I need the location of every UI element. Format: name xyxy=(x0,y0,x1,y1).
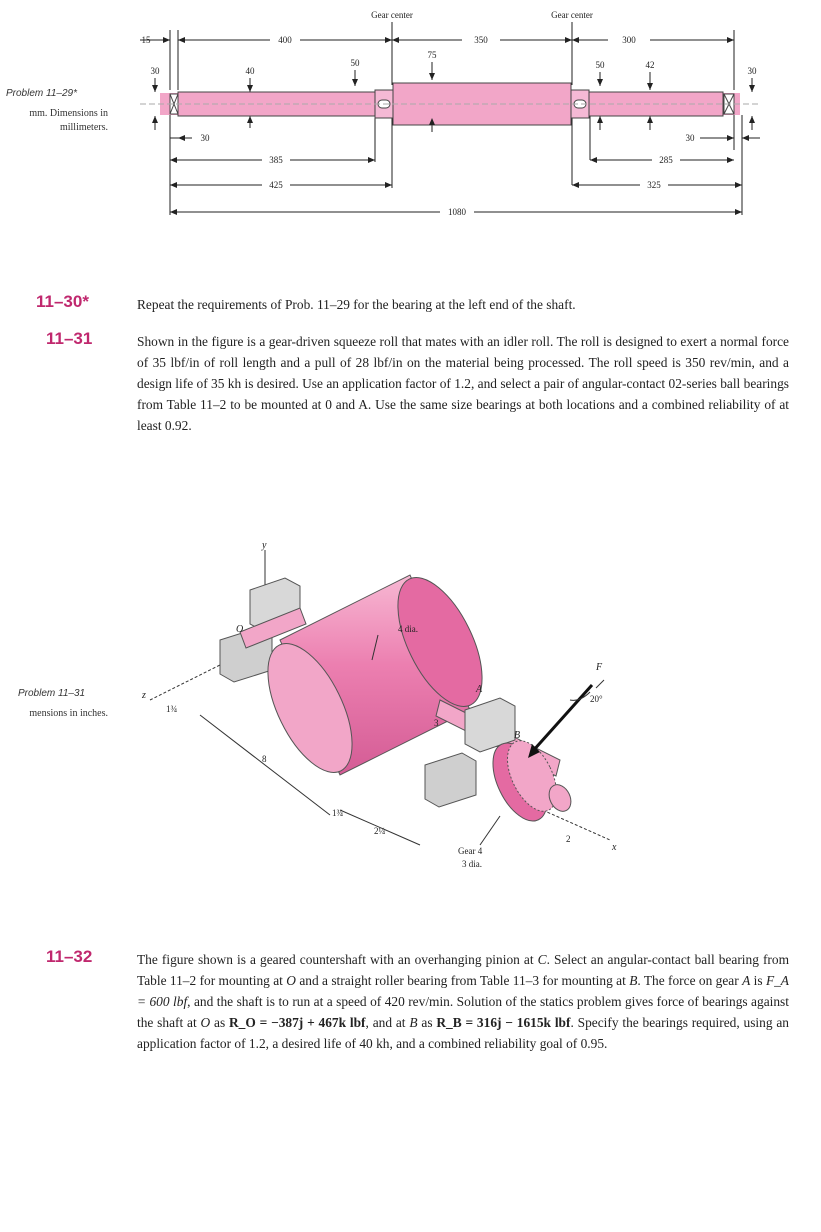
problem-11-31-body: Shown in the figure is a gear-driven squeeze roll that mates with an idler roll. The roll is designed to exert a normal force of 35 lbf/in of roll length and a pull of 28 lbf/in on the material being processed. The roll speed is 350 rev/min, and a design life of 35 kh is desired. Use an application factor of 1.2, and select a pair of angular-contact 02-series ball bearings from Table 11–2 to be mounted at 0 and A. Use the same size bearings at both locations and a combined reliability of at least 0.92. xyxy=(137,334,789,433)
dim-30-right: 30 xyxy=(685,133,695,143)
dim-350: 350 xyxy=(474,35,488,45)
dim-400: 400 xyxy=(278,35,292,45)
force-F-label: F xyxy=(596,662,603,673)
p32-RB: R_B = 316j − 1615k lbf xyxy=(436,1015,571,1030)
squeeze-roll-figure xyxy=(0,520,821,880)
dim-8: 8 xyxy=(262,754,267,764)
point-A-label: A xyxy=(476,684,483,695)
axis-z-label: z xyxy=(142,690,146,701)
p32-text-a: The figure shown is a geared countershaft with an overhanging pinion at xyxy=(137,952,538,967)
dim-285: 285 xyxy=(659,155,673,165)
p32-text-d: . The force on gear xyxy=(637,973,743,988)
dim-2-1-4: 2¼ xyxy=(374,826,386,836)
p32-FA: F_A = 600 lbf xyxy=(137,973,789,1009)
problem-11-31-text xyxy=(137,331,789,436)
force-F-arrow xyxy=(532,685,592,752)
gear-4 xyxy=(482,733,575,829)
axis-x-label: x xyxy=(612,842,617,853)
p32-B: B xyxy=(629,973,638,988)
force-50-left: 50 xyxy=(350,58,360,68)
dim-2: 2 xyxy=(566,834,571,844)
fig1-subcaption-2: millimeters. xyxy=(59,122,108,133)
problem-11-30-body: Repeat the requirements of Prob. 11–29 for the bearing at the left end of the shaft. xyxy=(137,297,576,312)
dim-300: 300 xyxy=(622,35,636,45)
force-75: 75 xyxy=(427,50,437,60)
fig1-subcaption-1: mm. Dimensions in xyxy=(29,108,108,119)
point-O-label: O xyxy=(236,624,244,635)
fig2-caption: Problem 11–31 xyxy=(18,688,86,699)
force-42: 42 xyxy=(645,60,655,70)
force-40: 40 xyxy=(245,66,255,76)
force-30-right: 30 xyxy=(747,66,757,76)
problem-11-31-number: 11–31 xyxy=(46,329,93,348)
p32-C: C xyxy=(537,952,547,967)
problem-11-32-text xyxy=(137,949,789,1054)
roll-diameter-label: 4 dia. xyxy=(398,624,418,634)
p32-O: O xyxy=(286,973,296,988)
p32-text-b: . Select an angular-contact ball bearing from Table 11–2 for mounting at xyxy=(137,952,789,988)
p32-text-f: , and the shaft is to run at a speed of 420 rev/min. Solution of the statics problem gives force of bearings against the shaft at xyxy=(137,994,789,1030)
dim-325: 325 xyxy=(647,180,661,190)
gear-center-left-label: Gear center xyxy=(371,10,413,20)
gear-4-diameter-label: 3 dia. xyxy=(462,859,482,869)
dim-385: 385 xyxy=(269,155,283,165)
force-30-left: 30 xyxy=(150,66,160,76)
p32-text-g: as xyxy=(210,1015,230,1030)
gear-center-right-label: Gear center xyxy=(551,10,593,20)
axis-y-label: y xyxy=(262,540,267,551)
shaft-dimension-figure xyxy=(0,0,821,230)
p32-B2: B xyxy=(409,1015,418,1030)
point-B-label: B xyxy=(514,730,521,741)
dim-425: 425 xyxy=(269,180,283,190)
p32-text-i: as xyxy=(417,1015,437,1030)
p32-text-c: and a straight roller bearing from Table 11–3 for mounting at xyxy=(295,973,630,988)
force-50-right: 50 xyxy=(595,60,605,70)
gear-4-label: Gear 4 xyxy=(458,846,483,856)
problem-11-32-body xyxy=(137,949,789,1054)
fig2-subcaption: mensions in inches. xyxy=(29,708,108,719)
dim-1-3-4-left: 1¾ xyxy=(166,704,178,714)
angle-label: 20° xyxy=(590,694,603,704)
dim-1-3-4-right: 1¾ xyxy=(332,808,344,818)
dim-1080: 1080 xyxy=(448,207,466,217)
problem-11-30-text xyxy=(137,294,789,315)
p32-text-h: , and at xyxy=(365,1015,410,1030)
p32-RO: R_O = −387j + 467k lbf xyxy=(229,1015,366,1030)
problem-11-30-number: 11–30* xyxy=(36,292,89,311)
dim-15: 15 xyxy=(141,35,151,45)
problem-11-32-number: 11–32 xyxy=(46,947,93,966)
fig1-caption: Problem 11–29* xyxy=(6,88,77,99)
p32-text-j: . Specify the bearings required, using an application factor of 1.2, a desired life of 40 kh, and a combined reliability goal of 0.95. xyxy=(137,1015,789,1051)
dim-3: 3 xyxy=(434,718,439,728)
bearing-block-A-front xyxy=(425,753,476,807)
p32-O2: O xyxy=(200,1015,211,1030)
p32-text-e: is xyxy=(750,973,766,988)
p32-A: A xyxy=(742,973,751,988)
dim-30-left: 30 xyxy=(200,133,210,143)
